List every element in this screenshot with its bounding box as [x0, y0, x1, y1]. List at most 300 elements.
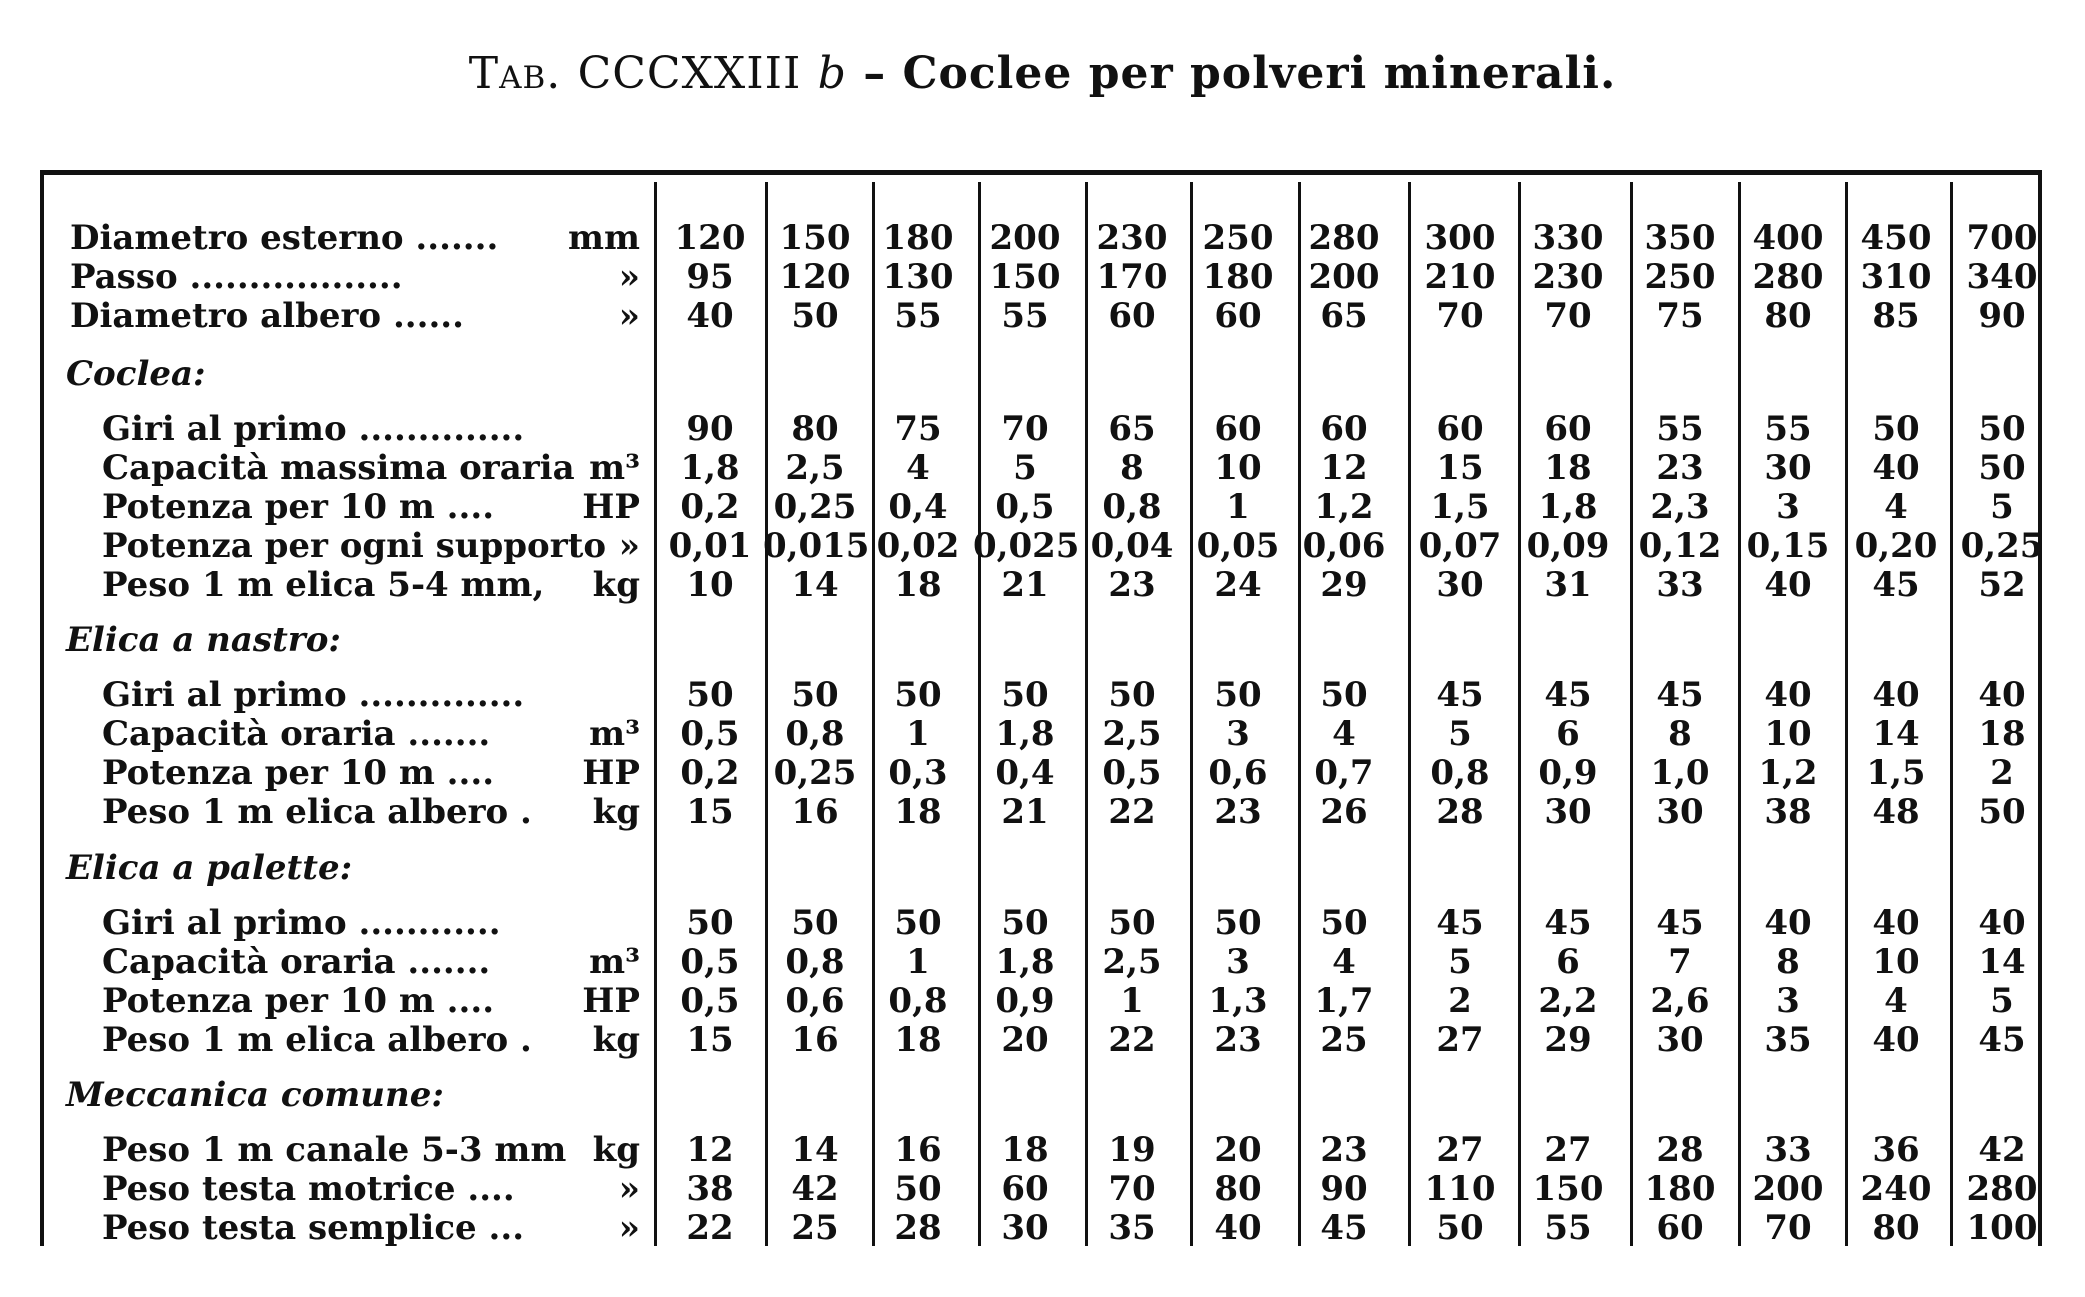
row-label: Peso testa semplice ... — [102, 1208, 525, 1248]
table-cell: 50 — [1108, 675, 1156, 715]
table-cell: 150 — [1532, 1169, 1604, 1209]
table-row — [0, 1130, 2085, 1170]
row-unit: » — [618, 296, 640, 336]
row-unit: m³ — [589, 942, 640, 982]
table-cell: 0,02 — [876, 526, 960, 566]
table-cell: 1,7 — [1314, 981, 1374, 1021]
table-cell: 0,2 — [680, 753, 740, 793]
table-cell: 50 — [894, 675, 942, 715]
table-cell: 50 — [1320, 903, 1368, 943]
table-cell: 23 — [1656, 448, 1704, 488]
table-cell: 100 — [1966, 1208, 2038, 1248]
table-cell: 29 — [1544, 1020, 1592, 1060]
table-cell: 33 — [1764, 1130, 1812, 1170]
row-unit: kg — [592, 565, 640, 605]
table-cell: 50 — [686, 675, 734, 715]
table-cell: 1 — [906, 714, 930, 754]
table-cell: 1,8 — [1538, 487, 1598, 527]
table-cell: 55 — [1764, 409, 1812, 449]
table-cell: 0,7 — [1314, 753, 1374, 793]
table-cell: 15 — [686, 1020, 734, 1060]
table-cell: 180 — [1644, 1169, 1716, 1209]
table-cell: 250 — [1202, 218, 1274, 258]
table-cell: 170 — [1096, 257, 1168, 297]
table-cell: 40 — [1978, 675, 2026, 715]
row-label: Peso 1 m elica albero . — [102, 792, 532, 832]
table-cell: 4 — [1884, 981, 1908, 1021]
table-cell: 38 — [686, 1169, 734, 1209]
table-cell: 2,5 — [1102, 942, 1162, 982]
row-unit: kg — [592, 1130, 640, 1170]
table-cell: 40 — [1764, 565, 1812, 605]
table-cell: 1,8 — [995, 714, 1055, 754]
table-cell: 5 — [1013, 448, 1037, 488]
table-cell: 0,25 — [1960, 526, 2044, 566]
table-cell: 700 — [1966, 218, 2038, 258]
table-cell: 70 — [1436, 296, 1484, 336]
table-cell: 180 — [882, 218, 954, 258]
table-cell: 18 — [894, 792, 942, 832]
table-cell: 14 — [791, 1130, 839, 1170]
table-cell: 2 — [1990, 753, 2014, 793]
table-cell: 10 — [686, 565, 734, 605]
table-cell: 23 — [1214, 792, 1262, 832]
caption-text: – Coclee per polveri minerali. — [863, 48, 1617, 99]
table-cell: 12 — [686, 1130, 734, 1170]
section-title: Elica a nastro: — [66, 620, 341, 660]
table-cell: 0,025 — [973, 526, 1080, 566]
row-label: Capacità oraria ....... — [102, 942, 491, 982]
table-cell: 20 — [1001, 1020, 1049, 1060]
table-cell: 120 — [779, 257, 851, 297]
table-cell: 210 — [1424, 257, 1496, 297]
table-cell: 1,3 — [1208, 981, 1268, 1021]
table-cell: 30 — [1656, 792, 1704, 832]
table-cell: 30 — [1001, 1208, 1049, 1248]
table-cell: 0,4 — [995, 753, 1055, 793]
table-cell: 280 — [1752, 257, 1824, 297]
table-cell: 28 — [1436, 792, 1484, 832]
table-cell: 18 — [894, 565, 942, 605]
table-cell: 0,015 — [763, 526, 870, 566]
table-cell: 10 — [1214, 448, 1262, 488]
table-cell: 19 — [1108, 1130, 1156, 1170]
table-cell: 1,2 — [1758, 753, 1818, 793]
table-cell: 110 — [1424, 1169, 1496, 1209]
table-cell: 2,3 — [1650, 487, 1710, 527]
table-cell: 0,6 — [785, 981, 845, 1021]
table-cell: 10 — [1872, 942, 1920, 982]
table-cell: 55 — [1656, 409, 1704, 449]
table-cell: 16 — [894, 1130, 942, 1170]
table-cell: 70 — [1001, 409, 1049, 449]
table-cell: 45 — [1320, 1208, 1368, 1248]
table-cell: 45 — [1656, 903, 1704, 943]
table-cell: 38 — [1764, 792, 1812, 832]
table-cell: 180 — [1202, 257, 1274, 297]
table-cell: 1 — [906, 942, 930, 982]
table-cell: 18 — [1978, 714, 2026, 754]
table-cell: 10 — [1764, 714, 1812, 754]
table-cell: 50 — [1978, 792, 2026, 832]
table-cell: 40 — [1872, 903, 1920, 943]
table-cell: 21 — [1001, 792, 1049, 832]
table-cell: 14 — [1978, 942, 2026, 982]
row-unit: » — [618, 1208, 640, 1248]
table-cell: 35 — [1764, 1020, 1812, 1060]
table-cell: 28 — [894, 1208, 942, 1248]
table-cell: 1 — [1120, 981, 1144, 1021]
table-cell: 0,25 — [773, 753, 857, 793]
table-cell: 1,8 — [680, 448, 740, 488]
table-cell: 200 — [989, 218, 1061, 258]
table-cell: 31 — [1544, 565, 1592, 605]
table-cell: 0,05 — [1196, 526, 1280, 566]
table-cell: 340 — [1966, 257, 2038, 297]
table-cell: 1,0 — [1650, 753, 1710, 793]
row-unit: mm — [568, 218, 640, 258]
table-row — [0, 218, 2085, 258]
table-cell: 85 — [1872, 296, 1920, 336]
table-cell: 28 — [1656, 1130, 1704, 1170]
table-cell: 5 — [1448, 714, 1472, 754]
table-cell: 50 — [686, 903, 734, 943]
table-cell: 60 — [1544, 409, 1592, 449]
table-cell: 45 — [1544, 675, 1592, 715]
table-cell: 0,15 — [1746, 526, 1830, 566]
table-cell: 90 — [686, 409, 734, 449]
table-cell: 0,5 — [995, 487, 1055, 527]
table-cell: 1,5 — [1866, 753, 1926, 793]
table-cell: 75 — [1656, 296, 1704, 336]
row-label: Potenza per 10 m .... — [102, 487, 495, 527]
table-cell: 0,5 — [680, 981, 740, 1021]
table-row — [0, 526, 2085, 566]
table-cell: 45 — [1436, 903, 1484, 943]
table-cell: 6 — [1556, 714, 1580, 754]
row-unit: HP — [582, 487, 640, 527]
table-cell: 14 — [791, 565, 839, 605]
table-cell: 23 — [1320, 1130, 1368, 1170]
table-cell: 5 — [1990, 981, 2014, 1021]
table-cell: 130 — [882, 257, 954, 297]
table-cell: 26 — [1320, 792, 1368, 832]
section-title: Coclea: — [66, 354, 206, 394]
table-cell: 50 — [1108, 903, 1156, 943]
table-cell: 35 — [1108, 1208, 1156, 1248]
table-row — [0, 1020, 2085, 1060]
table-cell: 90 — [1978, 296, 2026, 336]
table-row — [0, 257, 2085, 297]
table-cell: 8 — [1120, 448, 1144, 488]
table-cell: 0,8 — [785, 942, 845, 982]
table-cell: 65 — [1320, 296, 1368, 336]
table-cell: 0,5 — [1102, 753, 1162, 793]
table-cell: 450 — [1860, 218, 1932, 258]
table-cell: 400 — [1752, 218, 1824, 258]
row-label: Peso 1 m elica 5-4 mm, — [102, 565, 545, 605]
table-cell: 120 — [674, 218, 746, 258]
table-cell: 1,5 — [1430, 487, 1490, 527]
table-cell: 40 — [686, 296, 734, 336]
table-cell: 6 — [1556, 942, 1580, 982]
table-cell: 60 — [1214, 409, 1262, 449]
table-cell: 0,06 — [1302, 526, 1386, 566]
table-cell: 27 — [1436, 1130, 1484, 1170]
table-cell: 2,5 — [1102, 714, 1162, 754]
table-cell: 40 — [1872, 448, 1920, 488]
table-cell: 18 — [1544, 448, 1592, 488]
row-label: Giri al primo .............. — [102, 409, 525, 449]
table-cell: 230 — [1096, 218, 1168, 258]
table-cell: 42 — [791, 1169, 839, 1209]
table-cell: 30 — [1436, 565, 1484, 605]
table-cell: 18 — [1001, 1130, 1049, 1170]
table-cell: 150 — [989, 257, 1061, 297]
table-row — [0, 487, 2085, 527]
table-cell: 23 — [1108, 565, 1156, 605]
table-cell: 8 — [1668, 714, 1692, 754]
row-label: Diametro esterno ....... — [70, 218, 499, 258]
table-cell: 30 — [1656, 1020, 1704, 1060]
table-cell: 70 — [1108, 1169, 1156, 1209]
table-cell: 0,04 — [1090, 526, 1174, 566]
row-unit: HP — [582, 753, 640, 793]
table-cell: 4 — [1332, 942, 1356, 982]
table-cell: 52 — [1978, 565, 2026, 605]
table-row — [0, 1208, 2085, 1248]
table-cell: 25 — [791, 1208, 839, 1248]
table-cell: 0,6 — [1208, 753, 1268, 793]
table-cell: 300 — [1424, 218, 1496, 258]
table-cell: 50 — [791, 296, 839, 336]
row-unit: » — [618, 257, 640, 297]
table-cell: 55 — [894, 296, 942, 336]
table-cell: 50 — [1214, 903, 1262, 943]
row-label: Peso 1 m canale 5-3 mm — [102, 1130, 567, 1170]
table-cell: 3 — [1226, 714, 1250, 754]
table-cell: 27 — [1544, 1130, 1592, 1170]
table-cell: 2,2 — [1538, 981, 1598, 1021]
table-row — [0, 981, 2085, 1021]
table-cell: 14 — [1872, 714, 1920, 754]
table-cell: 40 — [1872, 675, 1920, 715]
row-unit: HP — [582, 981, 640, 1021]
table-cell: 30 — [1764, 448, 1812, 488]
table-cell: 230 — [1532, 257, 1604, 297]
table-cell: 45 — [1872, 565, 1920, 605]
table-cell: 1,8 — [995, 942, 1055, 982]
table-row — [0, 714, 2085, 754]
table-row — [0, 409, 2085, 449]
table-cell: 0,5 — [680, 714, 740, 754]
table-row — [0, 448, 2085, 488]
table-cell: 0,07 — [1418, 526, 1502, 566]
table-cell: 22 — [1108, 792, 1156, 832]
table-cell: 20 — [1214, 1130, 1262, 1170]
table-cell: 48 — [1872, 792, 1920, 832]
section-title: Elica a palette: — [66, 848, 353, 888]
table-cell: 15 — [1436, 448, 1484, 488]
caption-prefix: Tab. — [468, 48, 562, 99]
table-cell: 50 — [1872, 409, 1920, 449]
table-cell: 5 — [1448, 942, 1472, 982]
table-row — [0, 675, 2085, 715]
table-cell: 45 — [1978, 1020, 2026, 1060]
table-cell: 350 — [1644, 218, 1716, 258]
row-unit: m³ — [589, 448, 640, 488]
caption-number: CCCXXIII — [577, 48, 802, 99]
table-cell: 200 — [1308, 257, 1380, 297]
table-cell: 4 — [1884, 487, 1908, 527]
table-cell: 40 — [1764, 675, 1812, 715]
table-row — [0, 792, 2085, 832]
table-cell: 50 — [791, 903, 839, 943]
table-cell: 12 — [1320, 448, 1368, 488]
table-cell: 60 — [1656, 1208, 1704, 1248]
table-cell: 0,3 — [888, 753, 948, 793]
table-cell: 50 — [1214, 675, 1262, 715]
table-cell: 45 — [1656, 675, 1704, 715]
table-row — [0, 942, 2085, 982]
table-cell: 200 — [1752, 1169, 1824, 1209]
table-cell: 60 — [1001, 1169, 1049, 1209]
row-label: Peso testa motrice .... — [102, 1169, 515, 1209]
table-cell: 4 — [1332, 714, 1356, 754]
table-cell: 18 — [894, 1020, 942, 1060]
table-cell: 3 — [1226, 942, 1250, 982]
row-unit: kg — [592, 792, 640, 832]
table-cell: 0,8 — [1430, 753, 1490, 793]
row-unit: kg — [592, 1020, 640, 1060]
table-cell: 70 — [1544, 296, 1592, 336]
table-cell: 7 — [1668, 942, 1692, 982]
table-cell: 42 — [1978, 1130, 2026, 1170]
table-cell: 36 — [1872, 1130, 1920, 1170]
table-row — [0, 753, 2085, 793]
table-cell: 60 — [1214, 296, 1262, 336]
table-cell: 55 — [1001, 296, 1049, 336]
row-unit: m³ — [589, 714, 640, 754]
table-cell: 60 — [1436, 409, 1484, 449]
table-cell: 2,6 — [1650, 981, 1710, 1021]
table-cell: 27 — [1436, 1020, 1484, 1060]
table-cell: 40 — [1978, 903, 2026, 943]
table-cell: 95 — [686, 257, 734, 297]
table-cell: 15 — [686, 792, 734, 832]
table-cell: 240 — [1860, 1169, 1932, 1209]
table-cell: 50 — [1436, 1208, 1484, 1248]
table-cell: 1,2 — [1314, 487, 1374, 527]
table-cell: 21 — [1001, 565, 1049, 605]
table-cell: 1 — [1226, 487, 1250, 527]
table-cell: 25 — [1320, 1020, 1368, 1060]
table-cell: 150 — [779, 218, 851, 258]
table-cell: 2 — [1448, 981, 1472, 1021]
table-cell: 50 — [894, 1169, 942, 1209]
table-cell: 16 — [791, 1020, 839, 1060]
table-cell: 45 — [1436, 675, 1484, 715]
table-cell: 50 — [1320, 675, 1368, 715]
table-cell: 0,2 — [680, 487, 740, 527]
table-cell: 0,09 — [1526, 526, 1610, 566]
table-cell: 80 — [791, 409, 839, 449]
table-cell: 50 — [894, 903, 942, 943]
table-cell: 40 — [1872, 1020, 1920, 1060]
row-unit: » — [618, 1169, 640, 1209]
table-cell: 0,9 — [995, 981, 1055, 1021]
table-caption — [0, 48, 2085, 99]
table-cell: 2,5 — [785, 448, 845, 488]
table-cell: 3 — [1776, 487, 1800, 527]
table-cell: 16 — [791, 792, 839, 832]
table-cell: 90 — [1320, 1169, 1368, 1209]
table-cell: 55 — [1544, 1208, 1592, 1248]
table-row — [0, 1169, 2085, 1209]
table-cell: 24 — [1214, 565, 1262, 605]
table-cell: 50 — [1978, 409, 2026, 449]
table-cell: 80 — [1872, 1208, 1920, 1248]
table-cell: 310 — [1860, 257, 1932, 297]
table-cell: 4 — [906, 448, 930, 488]
table-cell: 0,8 — [785, 714, 845, 754]
row-label: Diametro albero ...... — [70, 296, 464, 336]
row-label: Capacità oraria ....... — [102, 714, 491, 754]
table-cell: 75 — [894, 409, 942, 449]
table-cell: 80 — [1764, 296, 1812, 336]
table-cell: 50 — [1978, 448, 2026, 488]
table-cell: 22 — [686, 1208, 734, 1248]
table-cell: 33 — [1656, 565, 1704, 605]
table-row — [0, 565, 2085, 605]
table-cell: 45 — [1544, 903, 1592, 943]
row-label: Passo .................. — [70, 257, 403, 297]
table-cell: 0,01 — [668, 526, 752, 566]
table-cell: 5 — [1990, 487, 2014, 527]
table-cell: 50 — [791, 675, 839, 715]
table-cell: 280 — [1308, 218, 1380, 258]
row-unit: » — [618, 526, 640, 566]
table-cell: 60 — [1320, 409, 1368, 449]
section-title: Meccanica comune: — [66, 1075, 444, 1115]
table-cell: 40 — [1214, 1208, 1262, 1248]
table-cell: 50 — [1001, 903, 1049, 943]
table-cell: 60 — [1108, 296, 1156, 336]
table-cell: 250 — [1644, 257, 1716, 297]
row-label: Potenza per 10 m .... — [102, 753, 495, 793]
row-label: Potenza per ogni supporto — [102, 526, 607, 566]
table-cell: 70 — [1764, 1208, 1812, 1248]
row-label: Capacità massima oraria — [102, 448, 575, 488]
table-cell: 0,4 — [888, 487, 948, 527]
table-cell: 0,8 — [888, 981, 948, 1021]
table-row — [0, 903, 2085, 943]
table-cell: 0,5 — [680, 942, 740, 982]
table-cell: 50 — [1001, 675, 1049, 715]
row-label: Giri al primo .............. — [102, 675, 525, 715]
table-cell: 65 — [1108, 409, 1156, 449]
table-cell: 29 — [1320, 565, 1368, 605]
table-cell: 3 — [1776, 981, 1800, 1021]
table-cell: 0,25 — [773, 487, 857, 527]
table-cell: 80 — [1214, 1169, 1262, 1209]
row-label: Potenza per 10 m .... — [102, 981, 495, 1021]
table-cell: 30 — [1544, 792, 1592, 832]
row-label: Peso 1 m elica albero . — [102, 1020, 532, 1060]
table-cell: 40 — [1764, 903, 1812, 943]
table-cell: 330 — [1532, 218, 1604, 258]
table-cell: 23 — [1214, 1020, 1262, 1060]
